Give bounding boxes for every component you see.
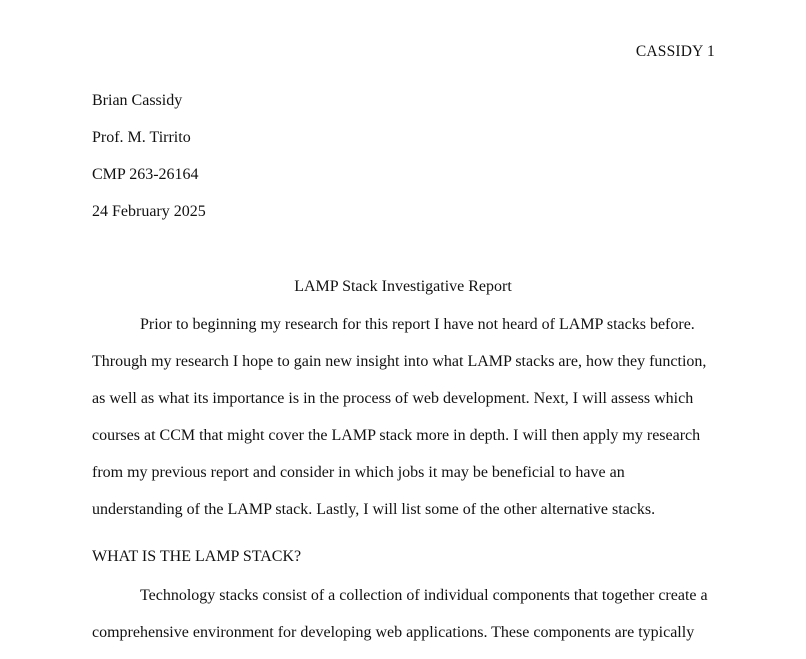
paragraph-line: understanding of the LAMP stack. Lastly, I will list some of the other alternative stacks. [92, 501, 656, 518]
paragraph-line: Prior to beginning my research for this report I have not heard of LAMP stacks before. [140, 316, 695, 333]
paragraph-line: from my previous report and consider in which jobs it may be beneficial to have an [92, 464, 625, 481]
running-head: CASSIDY 1 [635, 43, 715, 60]
report-title: LAMP Stack Investigative Report [294, 278, 512, 295]
intro-paragraph [92, 314, 732, 536]
paragraph-line: as well as what its importance is in the process of web development. Next, I will assess which [92, 390, 694, 407]
section-heading: WHAT IS THE LAMP STACK? [92, 548, 302, 565]
body-paragraph [92, 585, 732, 659]
paragraph-line: Technology stacks consist of a collection of individual components that together create a [140, 587, 708, 604]
document-date: 24 February 2025 [92, 203, 206, 220]
paragraph-line: Through my research I hope to gain new insight into what LAMP stacks are, how they function, [92, 353, 707, 370]
course-code: CMP 263-26164 [92, 166, 199, 183]
paragraph-line: courses at CCM that might cover the LAMP stack more in depth. I will then apply my research [92, 427, 701, 444]
mla-heading [92, 90, 206, 238]
instructor-name: Prof. M. Tirrito [92, 129, 191, 146]
author-name: Brian Cassidy [92, 92, 183, 109]
paragraph-line: comprehensive environment for developing web applications. These components are typically [92, 624, 695, 641]
